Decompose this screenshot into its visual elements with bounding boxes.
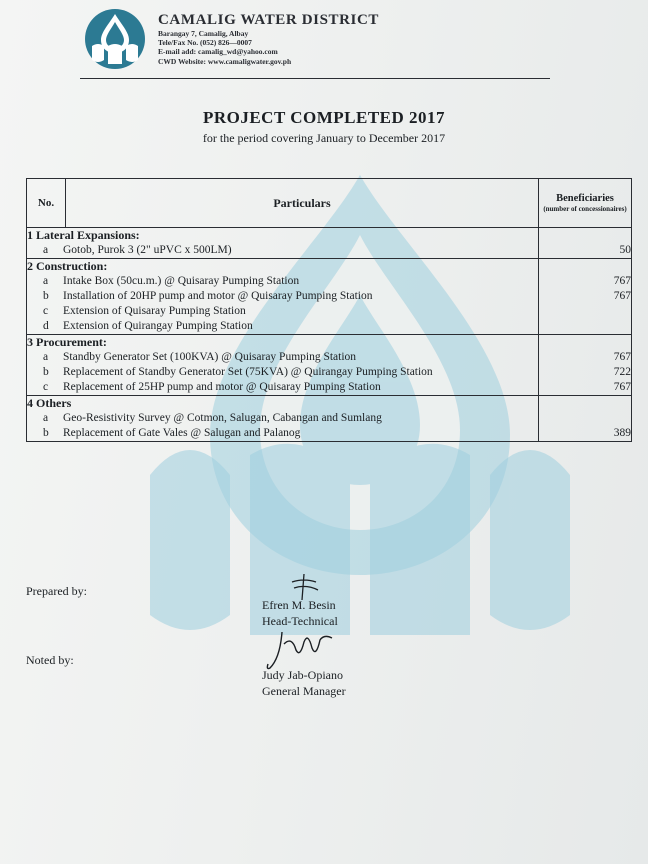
section-particulars-cell	[27, 396, 539, 442]
letterhead	[158, 12, 379, 66]
item-text: Intake Box (50cu.m.) @ Quisaray Pumping Station	[63, 275, 300, 287]
col-header-beneficiaries	[539, 179, 632, 228]
section-particulars-cell	[27, 228, 539, 259]
col-header-beneficiaries-note: (number of concessionaires)	[543, 204, 627, 213]
table-row	[27, 228, 632, 259]
org-telfax: Tele/Fax No. (052) 826—0007	[158, 38, 252, 48]
section-title-spacer	[539, 259, 631, 274]
noted-by-position: General Manager	[262, 684, 346, 698]
item-beneficiaries: 722	[613, 366, 631, 378]
section-title-spacer	[539, 396, 631, 411]
prepared-by-name: Efren M. Besin	[262, 598, 336, 612]
list-item	[27, 274, 538, 289]
section-beneficiaries-cell	[539, 259, 632, 335]
list-item	[27, 426, 538, 441]
section-particulars-cell	[27, 335, 539, 396]
col-header-beneficiaries-label: Beneficiaries	[556, 192, 614, 204]
item-text: Geo-Resistivity Survey @ Cotmon, Salugan, Cabangan and Sumlang	[63, 412, 382, 424]
item-letter: d	[43, 320, 49, 332]
section-beneficiaries-cell	[539, 228, 632, 259]
section-title: 1 Lateral Expansions:	[27, 228, 140, 242]
item-letter: c	[43, 305, 49, 317]
list-item	[27, 365, 538, 380]
list-item	[27, 350, 538, 365]
item-letter: b	[43, 427, 49, 439]
cwd-logo-icon	[84, 8, 146, 70]
noted-by-label: Noted by:	[26, 653, 74, 667]
col-header-no: No.	[27, 179, 66, 228]
item-text: Replacement of Gate Vales @ Salugan and Palanog	[63, 427, 301, 439]
header-divider	[80, 78, 550, 79]
noted-by-name: Judy Jab-Opiano	[262, 668, 343, 682]
list-item	[27, 243, 538, 258]
item-beneficiaries	[539, 304, 631, 319]
section-title-spacer	[539, 335, 631, 350]
table-row	[27, 259, 632, 335]
table-header-row	[27, 179, 632, 228]
item-text: Gotob, Purok 3 (2" uPVC x 500LM)	[63, 244, 232, 256]
noted-by-signatory	[262, 667, 346, 699]
list-item	[27, 289, 538, 304]
section-title-spacer	[539, 228, 631, 243]
list-item	[27, 411, 538, 426]
section-beneficiaries-cell	[539, 396, 632, 442]
item-text: Standby Generator Set (100KVA) @ Quisaray Pumping Station	[63, 351, 357, 363]
item-letter: b	[43, 290, 49, 302]
item-beneficiaries: 767	[613, 290, 631, 302]
section-title: 4 Others	[27, 396, 72, 410]
item-beneficiaries: 767	[613, 381, 631, 393]
org-name: CAMALIG WATER DISTRICT	[158, 12, 380, 28]
item-beneficiaries: 50	[619, 244, 631, 256]
item-beneficiaries: 389	[613, 427, 631, 439]
page-subtitle: for the period covering January to December 2017	[202, 131, 446, 145]
prepared-by-position: Head-Technical	[262, 614, 338, 628]
signature-opiano-icon	[262, 628, 342, 672]
org-email: E-mail add: camalig_wd@yahoo.com	[158, 47, 278, 57]
item-text: Extension of Quirangay Pumping Station	[63, 320, 253, 332]
col-header-particulars: Particulars	[66, 179, 539, 228]
item-beneficiaries	[539, 319, 631, 334]
item-beneficiaries	[539, 411, 631, 426]
page-title: PROJECT COMPLETED 2017	[202, 108, 446, 127]
prepared-by-label: Prepared by:	[26, 584, 87, 598]
item-letter: a	[43, 244, 49, 256]
item-beneficiaries: 767	[613, 351, 631, 363]
table-row	[27, 396, 632, 442]
table-row	[27, 335, 632, 396]
item-letter: a	[43, 351, 49, 363]
org-website: CWD Website: www.camaligwater.gov.ph	[158, 56, 292, 66]
item-letter: c	[43, 381, 49, 393]
list-item	[27, 380, 538, 395]
item-letter: a	[43, 275, 49, 287]
prepared-by-signatory	[262, 597, 338, 629]
list-item	[27, 319, 538, 334]
section-beneficiaries-cell	[539, 335, 632, 396]
item-text: Extension of Quisaray Pumping Station	[63, 305, 246, 317]
item-text: Replacement of Standby Generator Set (75KVA) @ Quirangay Pumping Station	[63, 366, 433, 378]
item-letter: a	[43, 412, 49, 424]
list-item	[27, 304, 538, 319]
section-title: 3 Procurement:	[27, 335, 107, 349]
item-text: Installation of 20HP pump and motor @ Quisaray Pumping Station	[63, 290, 373, 302]
item-text: Replacement of 25HP pump and motor @ Quisaray Pumping Station	[63, 381, 381, 393]
projects-table	[26, 178, 632, 442]
item-letter: b	[43, 366, 49, 378]
section-particulars-cell	[27, 259, 539, 335]
org-address: Barangay 7, Camalig, Albay	[158, 29, 249, 38]
item-beneficiaries: 767	[613, 275, 631, 287]
section-title: 2 Construction:	[27, 259, 108, 273]
